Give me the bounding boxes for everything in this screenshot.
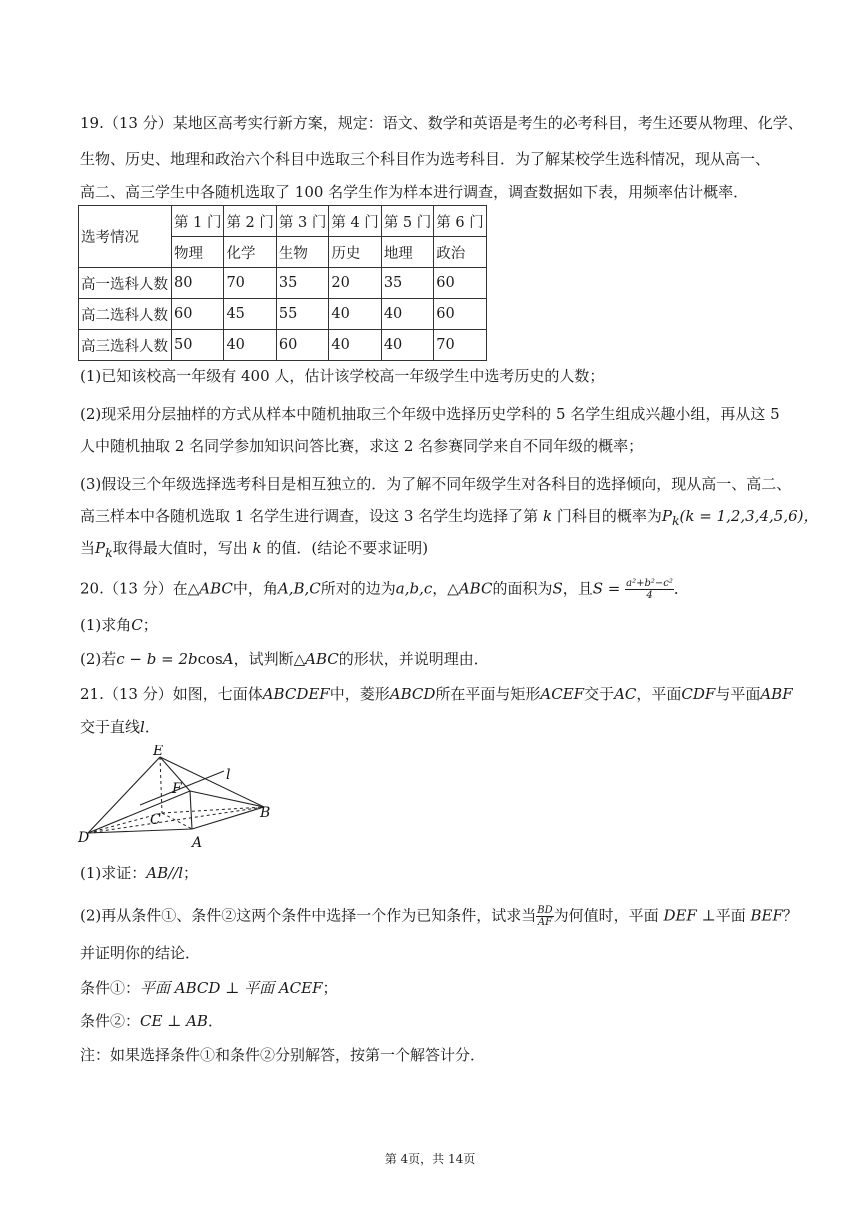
table-subject: 历史 xyxy=(329,237,381,268)
math-S-eq: S = xyxy=(592,579,621,598)
table-ordinal: 第 5 门 xyxy=(381,206,433,237)
table-subject: 地理 xyxy=(381,237,433,268)
ratio-fraction xyxy=(536,905,553,928)
math-abcd: ABCD xyxy=(389,685,436,703)
table-ordinal: 第 6 门 xyxy=(434,206,486,237)
math-expr: 平面 ABCD ⊥ 平面 ACEF xyxy=(140,979,323,997)
text-segment: ； xyxy=(322,979,338,997)
table-cell: 60 xyxy=(276,330,328,361)
text-segment: 所在平面与矩形 xyxy=(435,685,541,703)
label-l: l xyxy=(226,767,231,783)
fraction-denominator: 4 xyxy=(646,590,653,601)
subject-selection-table xyxy=(78,205,487,361)
q19-part-1: (1)已知该校高一年级有 400 人，估计该学校高一年级学生中选考历史的人数； xyxy=(80,367,605,385)
edge-FA xyxy=(190,791,192,829)
table-cell: 20 xyxy=(329,268,381,299)
fraction-denominator: AF xyxy=(537,917,553,928)
math-S: S xyxy=(552,579,563,598)
q21-note: 注：如果选择条件①和条件②分别解答，按第一个解答计分． xyxy=(80,1046,486,1064)
math-P: P xyxy=(661,507,672,525)
table-row xyxy=(79,330,487,361)
table-header-label: 选考情况 xyxy=(79,206,172,268)
q19-line-2: 生物、历史、地理和政治六个科目中选取三个科目作为选考科目．为了解某校学生选科情况，现从高一、 xyxy=(80,150,771,168)
label-B: B xyxy=(260,805,271,821)
fraction-numerator: a²+b²−c² xyxy=(626,578,673,589)
table-subject: 物理 xyxy=(172,237,224,268)
math-expr: CE ⊥ AB xyxy=(140,1012,208,1030)
text-segment: 交于直线 xyxy=(80,718,141,736)
heptahedron-figure xyxy=(76,745,286,855)
math-perp: ⊥ xyxy=(701,906,716,925)
text-segment: (2)若 xyxy=(80,650,117,668)
fraction-numerator: BD xyxy=(537,905,553,916)
text-segment: 与平面 xyxy=(715,685,761,703)
text-segment: 高三样本中各随机选取 1 名学生进行调查，设这 3 名学生均选择了第 xyxy=(80,507,539,525)
table-cell: 35 xyxy=(276,268,328,299)
table-cell: 60 xyxy=(172,299,224,330)
q20-part-1 xyxy=(80,616,158,634)
math-abc: ABC xyxy=(305,650,339,668)
text-segment: (1)求角 xyxy=(80,616,132,634)
table-cell: 40 xyxy=(381,299,433,330)
q21-line-1 xyxy=(80,685,793,703)
text-segment: ； xyxy=(142,616,158,634)
math-k: k xyxy=(542,507,553,525)
math-ac: AC xyxy=(614,685,637,703)
text-segment: ． xyxy=(207,1012,223,1030)
table-cell: 40 xyxy=(381,330,433,361)
math-sub: k xyxy=(105,545,113,560)
text-segment: 取得最大值时，写出 xyxy=(112,539,248,557)
q20-line-1 xyxy=(80,578,689,601)
q19-part-3b xyxy=(80,507,819,530)
table-ordinal: 第 4 门 xyxy=(329,206,381,237)
text-segment: (2)再从条件①、条件②这两个条件中选择一个作为已知条件，试求当 xyxy=(80,906,537,925)
text-segment: 条件②： xyxy=(80,1012,141,1030)
q19-line-1: 19.（13 分）某地区高考实行新方案，规定：语文、数学和英语是考生的必考科目，考生还要从物理、化学、 xyxy=(80,114,803,132)
row-label: 高二选科人数 xyxy=(79,299,172,330)
table-ordinal: 第 1 门 xyxy=(172,206,224,237)
text-segment: 中，角 xyxy=(232,579,278,598)
math-expr: AB//l xyxy=(146,864,184,882)
table-subject: 化学 xyxy=(224,237,276,268)
text-segment: ？ xyxy=(782,906,798,925)
q20-part-2 xyxy=(80,650,489,668)
label-D: D xyxy=(78,830,90,846)
table-cell: 80 xyxy=(172,268,224,299)
q19-part-3c xyxy=(80,539,428,562)
math-k: k xyxy=(252,539,262,557)
math-C: C xyxy=(131,616,143,634)
area-fraction xyxy=(625,578,674,601)
text-segment: ． xyxy=(673,579,689,598)
text-segment: 20.（13 分）在△ xyxy=(80,579,200,598)
text-segment: 21.（13 分）如图，七面体 xyxy=(80,685,263,703)
math-abf: ABF xyxy=(760,685,793,703)
math-bef: BEF xyxy=(750,906,783,925)
text-segment: 的面积为 xyxy=(492,579,553,598)
edge-AB xyxy=(192,807,264,829)
math-sides: a,b,c xyxy=(395,579,433,598)
edge-EC xyxy=(160,757,162,813)
math-range: (k = 1,2,3,4,5,6)， xyxy=(679,507,819,525)
table-row xyxy=(79,268,487,299)
text-segment: ，试判断△ xyxy=(233,650,306,668)
label-F: F xyxy=(172,781,182,797)
table-cell: 70 xyxy=(434,330,486,361)
table-subject: 生物 xyxy=(276,237,328,268)
table-cell: 60 xyxy=(434,299,486,330)
text-segment: 门科目的概率为 xyxy=(556,507,662,525)
q21-line-2 xyxy=(80,718,160,736)
text-segment: ； xyxy=(183,864,199,882)
edge-DA xyxy=(88,829,192,833)
math-P: P xyxy=(95,539,106,557)
math-cdf: CDF xyxy=(681,685,716,703)
table-cell: 40 xyxy=(329,299,381,330)
text-segment: 的形状，并说明理由． xyxy=(338,650,489,668)
q19-line-3: 高二、高三学生中各随机选取了 100 名学生作为样本进行调查，调查数据如下表，用频率估计概率． xyxy=(80,183,749,201)
q19-part-2a: (2)现采用分层抽样的方式从样本中随机抽取三个年级中选择历史学科的 5 名学生组成兴趣小组，再从这 5 xyxy=(80,405,780,423)
text-segment: 当 xyxy=(80,539,96,557)
table-cell: 55 xyxy=(276,299,328,330)
math-A: A xyxy=(222,650,234,668)
math-cos: cos xyxy=(197,650,223,668)
table-cell: 50 xyxy=(172,330,224,361)
row-label: 高三选科人数 xyxy=(79,330,172,361)
text-segment: 所对的边为 xyxy=(320,579,396,598)
text-segment: ． xyxy=(144,718,160,736)
text-segment: 平面 xyxy=(715,906,746,925)
q21-part-2-line2: 并证明你的结论． xyxy=(80,944,201,962)
math-abcdef: ABCDEF xyxy=(262,685,330,703)
table-cell: 40 xyxy=(329,330,381,361)
math-l: l xyxy=(140,718,145,736)
row-label: 高一选科人数 xyxy=(79,268,172,299)
math-abc: ABC xyxy=(458,579,493,598)
table-subject: 政治 xyxy=(434,237,486,268)
q21-part-1 xyxy=(80,864,198,882)
table-cell: 70 xyxy=(224,268,276,299)
label-C: C xyxy=(150,812,161,828)
math-def: DEF xyxy=(663,906,697,925)
q21-condition-1 xyxy=(80,979,338,997)
table-ordinal: 第 2 门 xyxy=(224,206,276,237)
text-segment: 中，菱形 xyxy=(329,685,390,703)
text-segment: ，平面 xyxy=(636,685,682,703)
math-angles: A,B,C xyxy=(277,579,321,598)
math-acef: ACEF xyxy=(540,685,585,703)
line-l xyxy=(140,771,224,805)
q21-condition-2 xyxy=(80,1012,223,1030)
q19-part-2b: 人中随机抽取 2 名同学参加知识问答比赛，求这 2 名参赛同学来自不同年级的概率； xyxy=(80,437,644,455)
q19-part-3a: (3)假设三个年级选择选考科目是相互独立的．为了解不同年级学生对各科目的选择倾向，现从高一、高二、 xyxy=(80,475,792,493)
text-segment: 为何值时，平面 xyxy=(553,906,659,925)
text-segment: 交于 xyxy=(584,685,615,703)
text-segment: ，且 xyxy=(562,579,593,598)
page-footer: 第 4页，共 14页 xyxy=(384,1152,476,1166)
label-E: E xyxy=(153,745,164,759)
table-cell: 60 xyxy=(434,268,486,299)
table-cell: 35 xyxy=(381,268,433,299)
text-segment: 条件①： xyxy=(80,979,141,997)
math-abc: ABC xyxy=(199,579,233,598)
text-segment: 的值．(结论不要求证明) xyxy=(266,539,429,557)
text-segment: ，△ xyxy=(432,579,459,598)
table-cell: 45 xyxy=(224,299,276,330)
math-sub: k xyxy=(671,513,680,528)
text-segment: (1)求证： xyxy=(80,864,147,882)
math-eq: c − b = 2b xyxy=(116,650,198,668)
table-ordinal: 第 3 门 xyxy=(276,206,328,237)
edge-FB xyxy=(190,791,264,807)
table-cell: 40 xyxy=(224,330,276,361)
label-A: A xyxy=(192,835,203,851)
table-row xyxy=(79,299,487,330)
q21-part-2 xyxy=(80,905,798,928)
